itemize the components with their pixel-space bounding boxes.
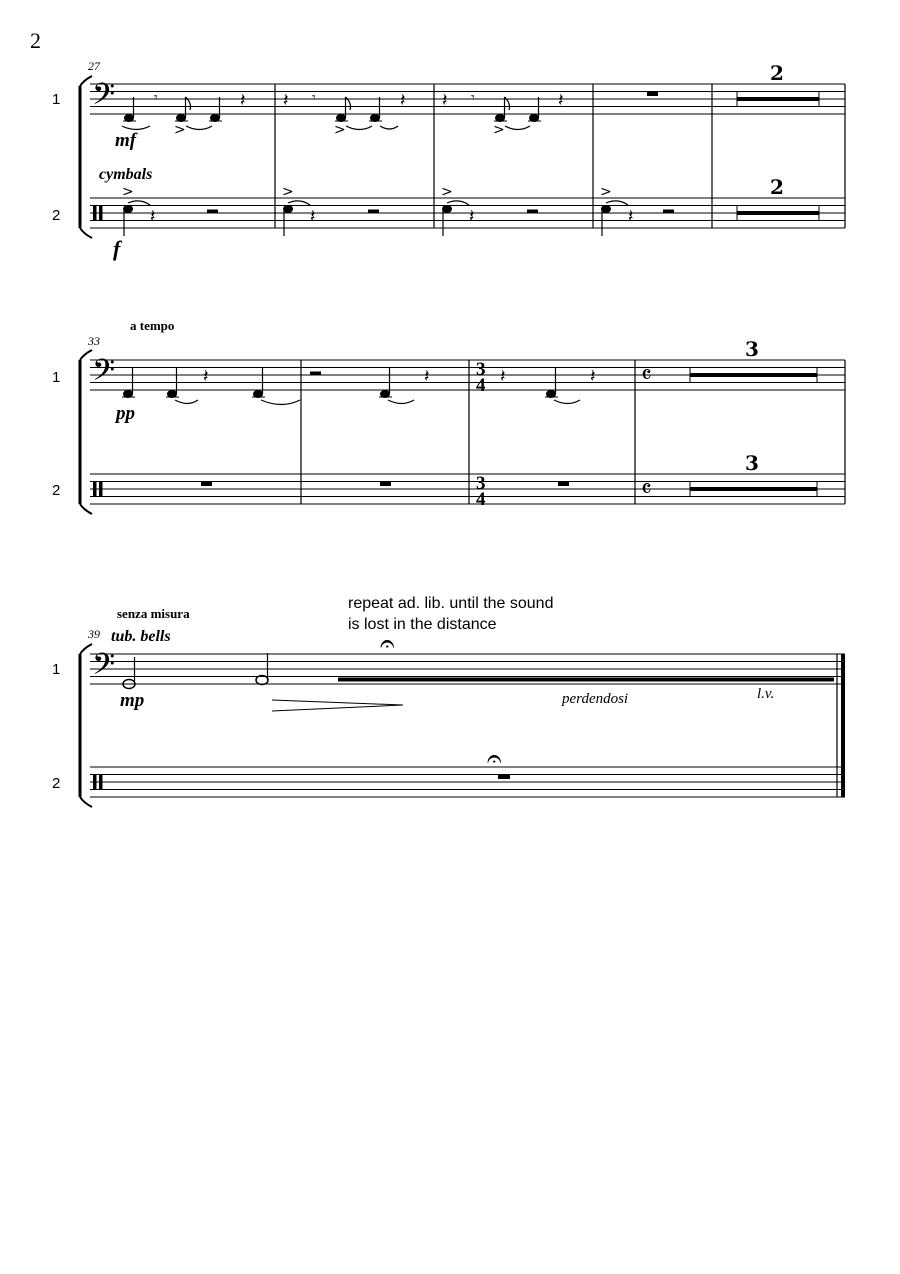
perdendosi: perdendosi bbox=[562, 691, 629, 707]
staff2-notes bbox=[201, 451, 817, 510]
time-sig-bottom: 4 bbox=[476, 375, 486, 396]
half-rest bbox=[527, 210, 538, 214]
quarter-rest: 𝄽 bbox=[628, 206, 634, 226]
tempo-marking: a tempo bbox=[130, 318, 175, 333]
staff-label: 1 bbox=[52, 661, 61, 678]
instrument-name: cymbals bbox=[99, 166, 153, 183]
system-3 bbox=[52, 595, 845, 807]
bracket-hook-top bbox=[80, 644, 92, 654]
half-rest bbox=[310, 372, 321, 376]
eighth-rest: 𝄾 bbox=[154, 91, 158, 106]
accent: > bbox=[600, 184, 612, 200]
multirest-bar bbox=[690, 487, 817, 491]
quarter-rest: 𝄽 bbox=[469, 206, 475, 226]
system-1 bbox=[52, 59, 845, 261]
repeat-line bbox=[338, 678, 834, 682]
staff-label: 2 bbox=[52, 207, 61, 224]
multirest-count: 2 bbox=[770, 61, 784, 85]
multirest-bar bbox=[737, 97, 819, 101]
staff-lines bbox=[90, 198, 845, 228]
page-number: 2 bbox=[30, 28, 41, 53]
bracket-hook-top bbox=[80, 350, 92, 360]
staff-lines bbox=[90, 767, 845, 797]
laissez-vibrer: l.v. bbox=[757, 686, 775, 702]
final-barline bbox=[837, 654, 845, 797]
dynamic: mf bbox=[115, 130, 137, 151]
tie bbox=[122, 126, 150, 130]
staff-label: 1 bbox=[52, 369, 61, 386]
measure-number: 39 bbox=[88, 627, 100, 641]
quarter-rest: 𝄽 bbox=[558, 90, 564, 110]
multirest-bar bbox=[737, 211, 819, 215]
multirest-count: 3 bbox=[745, 451, 759, 475]
accent: > bbox=[282, 184, 294, 200]
tie bbox=[388, 400, 414, 404]
staff-label: 2 bbox=[52, 775, 61, 792]
staff2-notes bbox=[487, 744, 510, 779]
quarter-rest: 𝄽 bbox=[424, 366, 430, 386]
tie bbox=[175, 400, 198, 404]
lv-tie bbox=[288, 201, 310, 205]
lv-tie bbox=[447, 201, 469, 205]
dynamic: f bbox=[113, 236, 121, 261]
quarter-rest: 𝄽 bbox=[500, 366, 506, 386]
multirest-count: 2 bbox=[770, 175, 784, 199]
whole-rest bbox=[498, 775, 510, 780]
accent: > bbox=[174, 122, 186, 138]
half-rest bbox=[207, 210, 218, 214]
bracket-hook-bottom bbox=[80, 797, 92, 807]
whole-rest bbox=[647, 92, 658, 97]
bass-clef: 𝄢 bbox=[92, 78, 116, 119]
tie bbox=[505, 126, 530, 130]
half-rest bbox=[368, 210, 379, 214]
common-time: 𝄴 bbox=[641, 475, 652, 503]
quarter-rest: 𝄽 bbox=[283, 90, 289, 110]
quarter-rest: 𝄽 bbox=[442, 90, 448, 110]
accent: > bbox=[493, 122, 505, 138]
system-2 bbox=[52, 318, 845, 514]
bass-clef: 𝄢 bbox=[92, 354, 116, 395]
diminuendo-hairpin bbox=[272, 700, 403, 711]
quarter-rest: 𝄽 bbox=[400, 90, 406, 110]
whole-rest bbox=[558, 482, 569, 487]
staff1-notes bbox=[114, 337, 817, 424]
multirest-count: 3 bbox=[745, 337, 759, 361]
accent: > bbox=[122, 184, 134, 200]
quarter-rest: 𝄽 bbox=[240, 90, 246, 110]
quarter-rest: 𝄽 bbox=[590, 366, 596, 386]
whole-rest bbox=[380, 482, 391, 487]
whole-rest bbox=[201, 482, 212, 487]
tie bbox=[186, 126, 212, 130]
time-sig-top: 3 bbox=[476, 359, 486, 380]
half-rest bbox=[663, 210, 674, 214]
bracket-hook-bottom bbox=[80, 504, 92, 514]
staff1-notes bbox=[120, 629, 834, 711]
lv-tie bbox=[128, 201, 150, 205]
instrument-name: tub. bells bbox=[111, 628, 171, 645]
common-time: 𝄴 bbox=[641, 361, 652, 389]
dynamic: mp bbox=[120, 690, 145, 711]
bracket-hook-bottom bbox=[80, 228, 92, 238]
accent: > bbox=[334, 122, 346, 138]
lv-tie bbox=[606, 201, 628, 205]
tie bbox=[380, 126, 398, 129]
fermata: 𝄐 bbox=[487, 744, 502, 774]
time-sig-top: 3 bbox=[476, 473, 486, 494]
fermata: 𝄐 bbox=[380, 629, 395, 659]
staff-label: 2 bbox=[52, 482, 61, 499]
measure-number: 33 bbox=[88, 334, 100, 348]
tie bbox=[346, 126, 372, 130]
quarter-rest: 𝄽 bbox=[150, 206, 156, 226]
accent: > bbox=[441, 184, 453, 200]
staff-lines bbox=[90, 84, 845, 114]
repeat-instruction: repeat ad. lib. until the sound bbox=[348, 595, 554, 612]
tie bbox=[261, 400, 300, 405]
quarter-rest: 𝄽 bbox=[310, 206, 316, 226]
repeat-instruction: is lost in the distance bbox=[348, 616, 497, 633]
dynamic: pp bbox=[116, 403, 135, 424]
eighth-rest: 𝄾 bbox=[471, 91, 475, 106]
staff-label: 1 bbox=[52, 91, 61, 108]
time-sig-bottom: 4 bbox=[476, 489, 486, 510]
multirest-bar bbox=[690, 373, 817, 377]
measure-number: 27 bbox=[88, 59, 100, 73]
tie bbox=[554, 400, 580, 404]
bass-clef: 𝄢 bbox=[92, 648, 116, 689]
eighth-rest: 𝄾 bbox=[312, 91, 316, 106]
quarter-rest: 𝄽 bbox=[203, 366, 209, 386]
tempo-marking: senza misura bbox=[117, 606, 190, 621]
